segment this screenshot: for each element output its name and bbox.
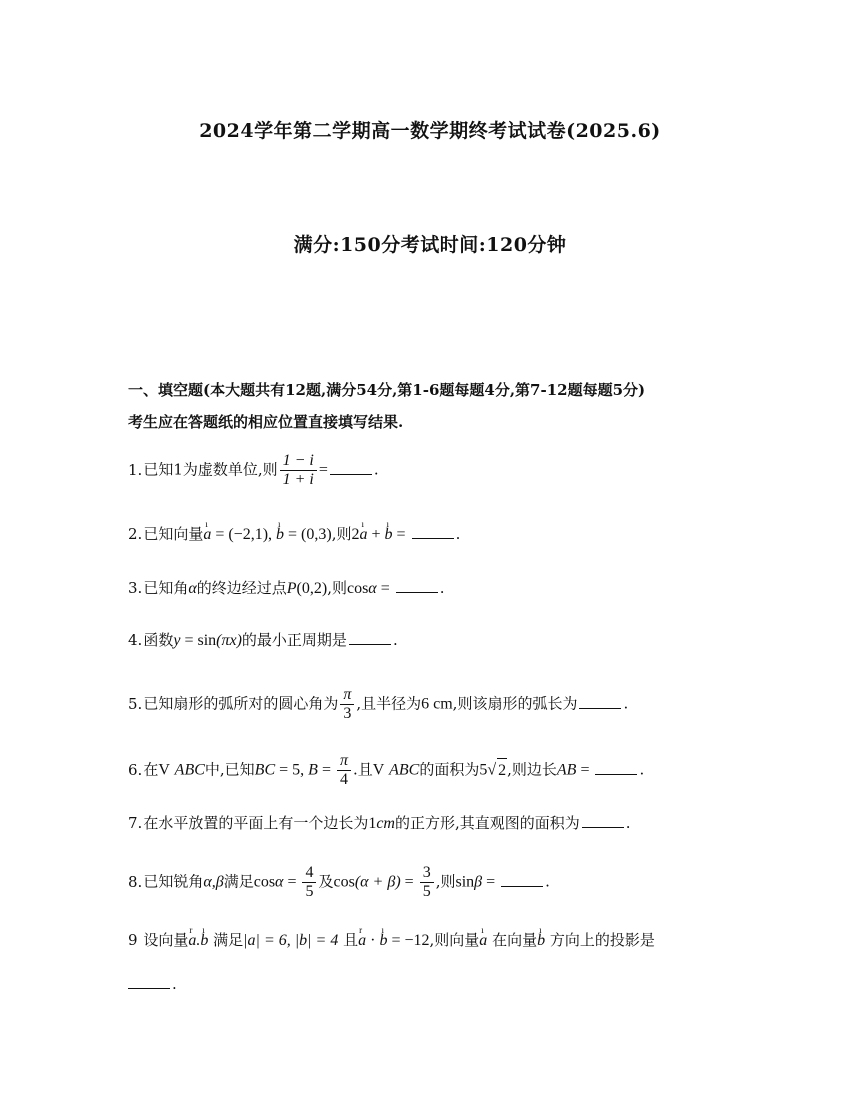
magnitude-a: |a| = 6, (243, 932, 295, 949)
side-bc-value: = 5, (275, 761, 309, 779)
equals-sign: = (400, 873, 418, 891)
question-text: 已知锐角 (143, 872, 204, 891)
question-text: 及 (318, 872, 334, 891)
vector-a: ı a (479, 929, 487, 953)
sqrt-value: 2 (497, 758, 507, 783)
vector-b: ı b (385, 523, 393, 547)
alpha-symbol: α (368, 580, 377, 597)
exam-subtitle: 满分:150分考试时间:120分钟 (293, 234, 567, 256)
question-7 (128, 811, 631, 836)
triangle-label: ABC (389, 761, 420, 779)
answer-blank[interactable] (595, 760, 637, 775)
sqrt-symbol: √ (487, 761, 497, 779)
answer-blank[interactable] (582, 813, 624, 828)
fraction (340, 686, 354, 723)
fraction-numerator: 3 (420, 864, 434, 883)
question-text: 的正方形,其直观图的面积为 (394, 814, 580, 832)
question-text: 的终边经过点 (196, 579, 287, 597)
question-text: 的最小正周期是 (241, 631, 347, 649)
question-text: ,则 (435, 872, 456, 891)
question-text: ,则边长 (507, 760, 557, 779)
question-1 (128, 452, 379, 489)
fraction (302, 864, 316, 901)
answer-blank[interactable] (501, 872, 543, 887)
period: . (172, 975, 177, 993)
question-3 (128, 576, 445, 601)
fraction-numerator: 1 − i (280, 452, 317, 471)
question-text: 在向量 (492, 931, 538, 949)
question-text: 已知1为虚数单位,则 (143, 460, 278, 479)
question-text: ,则 (327, 579, 347, 597)
question-number: 5. (128, 694, 143, 713)
triangle-symbol: V (372, 761, 385, 779)
point-label: P (286, 580, 297, 597)
dot-operator: · (366, 932, 380, 949)
equals-sign: = (317, 761, 335, 779)
question-text: 的面积为 (419, 760, 480, 779)
question-number: 4. (128, 631, 143, 649)
fraction-denominator: 3 (343, 705, 352, 722)
cos-function: cos (253, 873, 276, 891)
answer-blank[interactable] (349, 630, 391, 645)
equals-sign: = (180, 632, 198, 649)
question-5 (128, 686, 628, 723)
answer-blank[interactable] (330, 460, 372, 475)
point-coordinates: (0,2) (296, 580, 328, 597)
radius-value: 6 cm (421, 695, 453, 713)
question-9-continuation (128, 972, 177, 996)
alpha-symbol: α (188, 580, 197, 597)
question-number: 2. (128, 525, 143, 543)
fraction-numerator: π (337, 752, 351, 771)
question-text: 在水平放置的平面上有一个边长为 (143, 814, 369, 832)
dot-product-value: = −12 (387, 932, 430, 949)
cos-function: cos (346, 580, 369, 597)
cos-function: cos (333, 873, 355, 891)
triangle-symbol: V (158, 761, 170, 779)
answer-blank[interactable] (128, 974, 170, 989)
answer-blank[interactable] (579, 694, 621, 709)
fraction-denominator: 5 (422, 883, 431, 900)
vector-b-value: = (0,3) (284, 526, 332, 543)
question-4 (128, 628, 398, 653)
y-variable: y (173, 632, 181, 649)
sin-function: sin (455, 873, 475, 891)
vector-b: ı b (379, 929, 387, 953)
section-header-line-1: 一、填空题(本大题共有12题,满分54分,第1-6题每题4分,第7-12题每题5分) (128, 381, 646, 399)
question-text: 已知角 (143, 579, 189, 597)
question-text: ,则 (331, 525, 352, 543)
vector-a: ı a (360, 523, 368, 547)
question-number: 8. (128, 872, 143, 891)
question-number: 3. (128, 579, 143, 597)
equals-sign: = (576, 761, 594, 779)
unit: cm (376, 815, 395, 832)
question-2 (128, 522, 460, 547)
question-9 (128, 928, 655, 953)
plus-sign: + (367, 526, 385, 543)
fraction-denominator: 1 + i (282, 471, 314, 488)
period: . (439, 579, 445, 597)
angles-alpha-beta: α,β (203, 873, 224, 891)
fraction-numerator: π (340, 686, 354, 705)
question-text: ,则该扇形的弧长为 (452, 694, 578, 713)
period: . (625, 814, 631, 832)
answer-blank[interactable] (412, 524, 454, 539)
section-header-line-2: 考生应在答题纸的相应位置直接填写结果. (128, 413, 404, 431)
period: . (455, 525, 461, 543)
triangle-label: ABC (174, 761, 205, 779)
equals-sign: = (376, 580, 394, 597)
side-ab: AB (556, 761, 577, 779)
equals-sign: = (482, 873, 500, 891)
separator-dot: . (196, 932, 201, 949)
coefficient: 2 (351, 526, 360, 543)
fraction (280, 452, 317, 489)
question-text: 方向上的投影是 (549, 931, 655, 949)
fraction (337, 752, 351, 789)
question-6 (128, 752, 644, 789)
side-length: 1 (368, 815, 377, 832)
angle-b: B (308, 761, 318, 779)
question-text: 且 (343, 931, 359, 949)
vector-b: ı b (200, 929, 208, 953)
question-number: 6. (128, 760, 143, 779)
question-text: 中,已知 (204, 760, 255, 779)
period: . (623, 694, 629, 713)
area-coefficient: 5 (479, 761, 488, 779)
vector-b: ı b (537, 929, 545, 953)
equals-sign: = (392, 526, 410, 543)
answer-blank[interactable] (396, 578, 438, 593)
vector-a: ı a (203, 523, 211, 547)
period: . (545, 872, 550, 891)
fraction-denominator: 4 (339, 771, 348, 788)
question-number: 7. (128, 814, 143, 832)
side-bc: BC (254, 761, 276, 779)
question-text: 满足 (213, 931, 244, 949)
function-argument: (πx) (216, 632, 242, 649)
exam-title: 2024学年第二学期高一数学期终考试试卷(2025.6) (199, 120, 661, 142)
question-text: ,则向量 (429, 931, 480, 949)
equals-sign: = (318, 461, 328, 479)
question-number: 1. (128, 460, 143, 479)
equals-sign: = (283, 873, 301, 891)
question-text: ,且半径为 (356, 694, 422, 713)
beta-symbol: β (474, 873, 483, 891)
magnitude-b: |b| = 4 (294, 932, 339, 949)
fraction-numerator: 4 (302, 864, 316, 883)
vector-b: ı b (276, 523, 284, 547)
question-text: 已知扇形的弧所对的圆心角为 (143, 694, 339, 713)
vector-a: r a (358, 929, 366, 953)
vector-a-value: = (−2,1), (211, 526, 277, 543)
period: . (639, 760, 645, 779)
function-argument: (α + β) (354, 873, 401, 891)
section-header (128, 374, 748, 438)
vector-a: r a (188, 929, 196, 953)
question-text: 设向量 (143, 931, 189, 949)
alpha-symbol: α (275, 873, 284, 891)
question-text: .且 (352, 760, 373, 779)
question-text: 在 (143, 760, 159, 779)
question-text: 满足 (223, 872, 254, 891)
fraction-denominator: 5 (305, 883, 314, 900)
question-number: 9 (128, 931, 138, 949)
period: . (373, 460, 379, 479)
question-8 (128, 864, 550, 901)
sin-function: sin (197, 632, 217, 649)
period: . (392, 631, 398, 649)
question-text: 已知向量 (143, 525, 204, 543)
fraction (420, 864, 434, 901)
question-text: 函数 (143, 631, 174, 649)
